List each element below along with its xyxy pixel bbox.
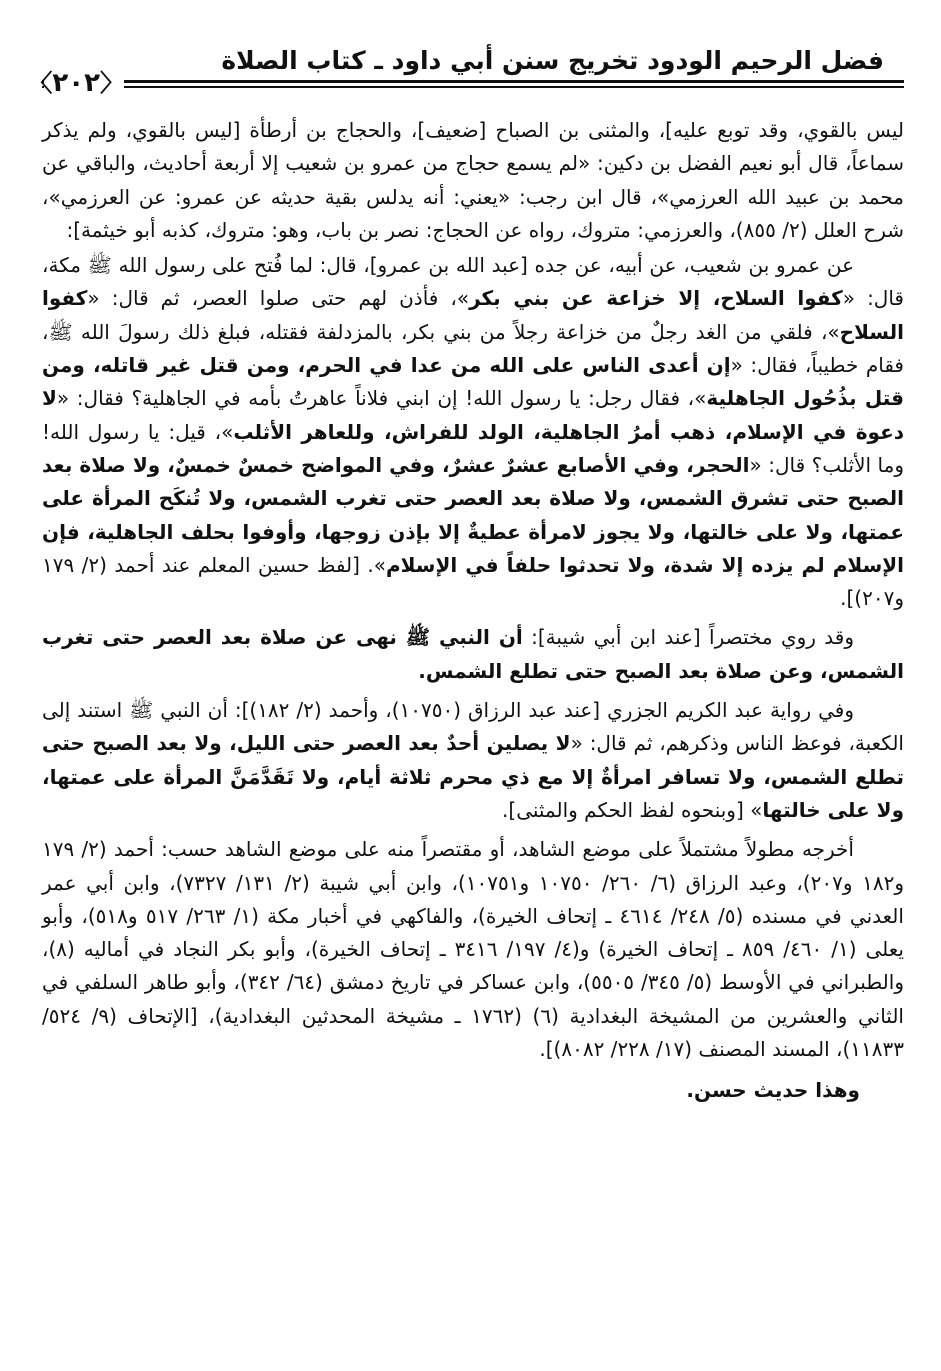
body-text: »، فأذن لهم حتى صلوا العصر، ثم قال: « [87, 286, 470, 311]
body-text: »، فقال رجل: يا رسول الله! إن ابني فلاناً عاهرتُ بأمه في الجاهلية؟ فقال: « [56, 386, 707, 411]
hadith-text-bold: إن أعدى الناس على الله من عدا في الحرم، ومن قتل غير قاتله، ومن قتل بذُحُول الجاهلية [42, 353, 904, 411]
hadith-text-bold: الحجر، وفي الأصابع عشرٌ عشرٌ، وفي المواضح خمسٌ خمسٌ، ولا صلاة بعد الصبح حتى تشرق الشمس، ولا صلاة بعد العصر حتى تغرب الشمس، ولا تُنكَح المرأة على عمتها، ولا على خالتها، ولا يجوز لامرأة عطيةٌ إلا بإذن زوجها، وأوفوا بحلف الجاهلية، فإن الإسلام لم يزده إلا شدة، ولا تحدثوا حلفاً في الإسلام [42, 452, 904, 577]
body-paragraph [42, 694, 904, 827]
body-paragraph [42, 621, 904, 688]
body-text: أخرجه مطولاً مشتملاً على موضع الشاهد، أو مقتصراً منه على موضع الشاهد حسب: أحمد (٢/ ١٧٩ و١٨٢ و٢٠٧)، وعبد الرزاق (٦/ ٢٦٠/ ١٠٧٥٠ و١٠٧٥١)، وابن أبي شيبة (٢/ ١٣١/ ٧٣٢٧)، وابن أبي عمر العدني في مسنده (٥/ ٢٤٨/ ٤٦١٤ ـ إتحاف الخيرة)، والفاكهي في أخبار مكة (١/ ٢٦٣/ ٥١٧ و٥١٨)، وأبو يعلى (١/ ٤٦٠/ ٨٥٩ ـ إتحاف الخيرة) و(٤/ ١٩٧/ ٣٤١٦ ـ إتحاف الخيرة)، وأبو بكر النجاد في أماليه (٨)، والطبراني في الأوسط (٥/ ٣٤٥/ ٥٥٠٥)، وابن عساكر في تاريخ دمشق (٦٤/ ٣٤٢)، وأبو طاهر السلفي في الثاني والعشرين من المشيخة البغدادية (٦) (١٧٦٢ ـ مشيخة المحدثين البغدادية)، [الإتحاف (٩/ ٥٢٤/ ١١٨٣٣)، المسند المصنف (١٧/ ٢٢٨/ ٨٠٨٢)]. [42, 837, 904, 1062]
body-paragraph [42, 114, 904, 247]
hadith-text-bold: لا دعوة في الإسلام، ذهب أمرُ الجاهلية، الولد للفراش، وللعاهر الأثلب [42, 386, 904, 444]
body-text: ليس بالقوي، وقد توبع عليه]، والمثنى بن الصباح [ضعيف]، والحجاج بن أرطأة [ليس بالقوي، ولم يذكر سماعاً، قال أبو نعيم الفضل بن دكين: «لم يسمع حجاج من عمرو بن شعيب إلا أربعة أحاديث، والباقي عن محمد بن عبيد الله العرزمي»، قال ابن رجب: «يعني: أنه يدلس بقية حديثه عن عمرو: عن العرزمي»، شرح العلل (٢/ ٨٥٥)، والعرزمي: متروك، رواه عن الحجاج: نصر بن باب، وهو: متروك، كذبه أبو خيثمة]: [42, 118, 904, 242]
body-text: »، فلقي من الغد رجلٌ من خزاعة رجلاً من بني بكر، بالمزدلفة فقتله، فبلغ ذلك رسولَ الله ﷺ، فقام خطيباً، فقال: « [42, 319, 904, 378]
hadith-text-bold: لا يصلين أحدٌ بعد العصر حتى الليل، ولا بعد الصبح حتى تطلع الشمس، ولا تسافر امرأةٌ إلا مع ذي محرم ثلاثة أيام، ولا تَقَدَّمَنَّ المرأة على عمتها، ولا على خالتها [42, 731, 904, 822]
header-rule-group [28, 66, 904, 104]
body-text: وفي رواية عبد الكريم الجزري [عند عبد الرزاق (١٠٧٥٠)، وأحمد (٢/ ١٨٢)]: أن النبي ﷺ استند إلى الكعبة، فوعظ الناس وذكرهم، ثم قال: « [42, 698, 904, 756]
page-number-bracket-right: 〉 [28, 69, 53, 97]
book-page [28, 28, 904, 1348]
running-title: فضل الرحيم الودود تخريج سنن أبي داود ـ كتاب الصلاة [221, 46, 884, 75]
body-text: وقد روي مختصراً [عند ابن أبي شيبة]: [522, 625, 854, 650]
page-number-bracket-left: 〈 [100, 69, 124, 97]
page-header [28, 28, 904, 112]
page-number [28, 66, 124, 100]
closing-verdict: وهذا حديث حسن. [686, 1078, 860, 1103]
body-text: عن عمرو بن شعيب، عن أبيه، عن جده [عبد الله بن عمرو]، قال: لما فُتح على رسول الله ﷺ مكة، قال: « [42, 253, 904, 311]
header-rule-thin [42, 86, 904, 88]
body-text: »، قيل: يا رسول الله! وما الأثلب؟ قال: « [42, 419, 904, 477]
hadith-text-bold: كفوا السلاح [42, 286, 904, 344]
hadith-text-bold: أن النبي ﷺ نهى عن صلاة بعد العصر حتى تغرب الشمس، وعن صلاة بعد الصبح حتى تطلع الشمس. [42, 625, 904, 683]
hadith-text-bold: كفوا السلاح، إلا خزاعة عن بني بكر [469, 286, 843, 311]
page-number-value: ٢٠٢ [52, 68, 100, 98]
body-paragraph [42, 249, 904, 615]
body-paragraph [42, 833, 904, 1066]
page-body [42, 114, 904, 1066]
body-text: ». [لفظ حسين المعلم عند أحمد (٢/ ١٧٩ و٢٠٧)]. [42, 552, 904, 611]
body-text: » [وبنحوه لفظ الحكم والمثنى]. [502, 797, 763, 822]
header-rule-thick [42, 80, 904, 83]
